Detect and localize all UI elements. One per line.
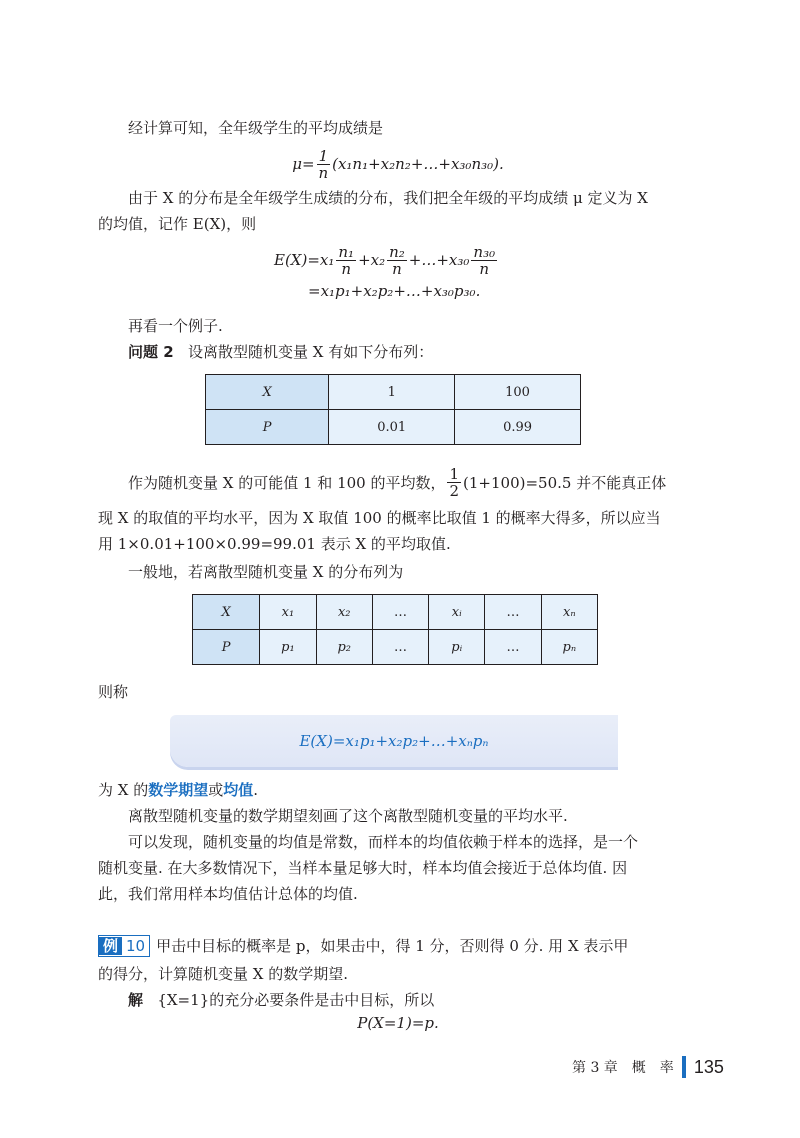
paragraph-intro: 经计算可知，全年级学生的平均成绩是: [128, 119, 384, 137]
example-10-line2: 的得分，计算随机变量 X 的数学期望.: [98, 965, 348, 983]
paragraph-general: 一般地，若离散型随机变量 X 的分布列为: [128, 563, 404, 581]
formula-mu-rhs: (x₁n₁+x₂n₂+…+x₃₀n₃₀).: [332, 155, 504, 173]
paragraph-then-called: 则称: [98, 683, 129, 701]
formula-ex-frac2: [387, 244, 407, 277]
table-row: [193, 595, 598, 630]
definition-text-b: 或: [208, 781, 224, 799]
term-mean: 均值: [223, 781, 254, 799]
table-cell: …: [485, 595, 541, 630]
distribution-table-2: [192, 594, 598, 665]
problem-2: [98, 340, 698, 364]
paragraph-mean-def-2: 的均值，记作 E(X)，则: [98, 215, 257, 233]
table-cell: P: [193, 630, 260, 665]
table-row: [206, 410, 581, 445]
formula-ex-lhs: E(X)=x₁: [274, 251, 335, 269]
table-cell: xᵢ: [429, 595, 485, 630]
term-mathematical-expectation: 数学期望: [148, 781, 209, 799]
table-cell: pₙ: [541, 630, 597, 665]
paragraph-definition-terms: [98, 778, 698, 802]
formula-ex-frac3: [471, 244, 497, 277]
table-row: [206, 375, 581, 410]
table-cell: p₂: [316, 630, 372, 665]
table-row: [193, 630, 598, 665]
formula-ex-mid2: +…+x₃₀: [408, 251, 470, 269]
table-cell: x₂: [316, 595, 372, 630]
table-cell: p₁: [260, 630, 316, 665]
paragraph-average-line1-b: (1+100)=50.5 并不能真正体: [463, 473, 667, 492]
paragraph-mean-def-1: 由于 X 的分布是全年级学生成绩的分布，我们把全年级的平均成绩 μ 定义为 X: [128, 189, 648, 207]
formula-ex-line2: =x₁p₁+x₂p₂+…+x₃₀p₃₀.: [308, 282, 481, 300]
table-cell: 0.01: [329, 410, 455, 445]
formula-ex-frac1-num: n₁: [338, 242, 355, 261]
formula-mu-fraction: [317, 148, 331, 181]
table-cell: X: [206, 375, 329, 410]
paragraph-average-line2: 现 X 的取值的平均水平，因为 X 取值 100 的概率比取值 1 的概率大得多，所以应当: [98, 509, 661, 527]
paragraph-sample-mean-3: 此，我们常用样本均值估计总体的均值.: [98, 885, 358, 903]
paragraph-average-line1-a: 作为随机变量 X 的可能值 1 和 100 的平均数，: [128, 473, 446, 492]
formula-ex-frac1-den: n: [341, 259, 352, 278]
definition-text-c: .: [253, 781, 259, 799]
paragraph-average-line3: 用 1×0.01+100×0.99=99.01 表示 X 的平均取值.: [98, 535, 451, 553]
table-cell: P: [206, 410, 329, 445]
table-cell: 1: [329, 375, 455, 410]
solution: [98, 988, 698, 1012]
expectation-formula: E(X)=x₁p₁+x₂p₂+…+xₙpₙ: [299, 732, 489, 750]
table-cell: …: [372, 630, 428, 665]
solution-label: 解: [128, 991, 144, 1009]
formula-mu-frac-den: n: [318, 163, 329, 182]
page-number: 135: [693, 1056, 724, 1077]
example-10-line1: [98, 934, 698, 958]
paragraph-average-frac-num: 1: [449, 465, 460, 483]
formula-ex-frac2-num: n₂: [389, 242, 405, 261]
expectation-formula-box: [170, 715, 618, 767]
example-tag-number: 10: [126, 937, 146, 955]
formula-ex-frac1: [336, 244, 356, 277]
example-tag-label: 例: [99, 937, 122, 955]
definition-text-a: 为 X 的: [98, 781, 149, 799]
example-10-text: 甲击中目标的概率是 p，如果击中，得 1 分，否则得 0 分. 用 X 表示甲: [156, 937, 629, 955]
table-cell: 100: [455, 375, 581, 410]
problem-2-label: 问题 2: [128, 343, 174, 361]
table-cell: 0.99: [455, 410, 581, 445]
formula-mu-frac-num: 1: [318, 146, 329, 165]
formula-mu-lhs: μ=: [292, 155, 315, 173]
page-footer: [572, 1056, 724, 1078]
table-cell: pᵢ: [429, 630, 485, 665]
formula-ex-frac3-num: n₃₀: [473, 242, 496, 261]
table-cell: …: [372, 595, 428, 630]
solution-formula: P(X=1)=p.: [357, 1014, 439, 1032]
footer-divider: [682, 1056, 686, 1078]
example-10-tag: [98, 935, 150, 957]
paragraph-average-frac: [447, 466, 461, 499]
table-cell: X: [193, 595, 260, 630]
formula-ex-line1: [274, 242, 499, 278]
formula-mu: [98, 146, 698, 182]
paragraph-average-line1: [98, 466, 698, 499]
paragraph-sample-mean-1: 可以发现，随机变量的均值是常数，而样本的均值依赖于样本的选择，是一个: [128, 833, 639, 851]
chapter-label: 第 3 章 概 率: [572, 1060, 674, 1076]
paragraph-expectation-meaning: 离散型随机变量的数学期望刻画了这个离散型随机变量的平均水平.: [128, 807, 568, 825]
distribution-table-1: [205, 374, 581, 445]
problem-2-text: 设离散型随机变量 X 有如下分布列：: [187, 343, 434, 361]
paragraph-another-example: 再看一个例子.: [128, 317, 223, 335]
table-cell: …: [485, 630, 541, 665]
solution-text: {X=1}的充分必要条件是击中目标，所以: [157, 991, 435, 1009]
formula-ex-frac2-den: n: [392, 259, 402, 278]
table-cell: xₙ: [541, 595, 597, 630]
paragraph-average-frac-den: 2: [449, 482, 460, 500]
formula-ex-frac3-den: n: [479, 259, 490, 278]
formula-ex-mid1: +x₂: [358, 251, 386, 269]
table-cell: x₁: [260, 595, 316, 630]
paragraph-sample-mean-2: 随机变量. 在大多数情况下，当样本量足够大时，样本均值会接近于总体均值. 因: [98, 859, 628, 877]
